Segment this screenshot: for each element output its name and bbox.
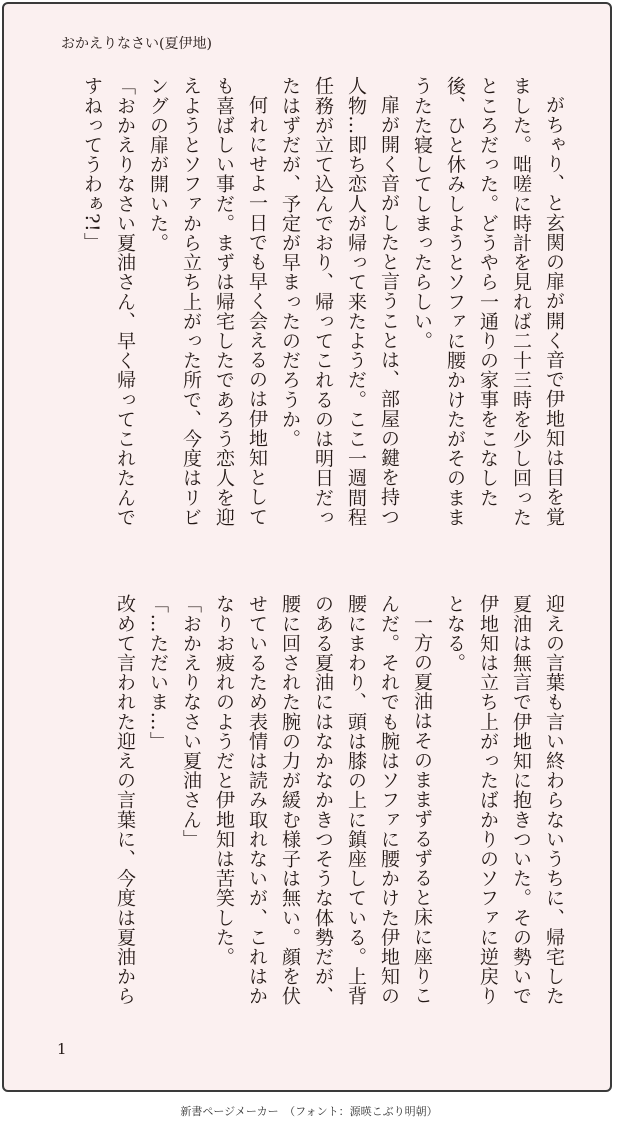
page-title: おかえりなさい(夏伊地) <box>61 36 212 52</box>
lower-text-block <box>90 594 570 1014</box>
paragraph-3: 何れにせよ一日でも早く会えるのは伊地知としても喜ばしい事だ。まずは帰宅したであろう恋人を迎えようとソファから立ち上がった所で、今度はリビングの扉が開いた。 <box>147 76 268 527</box>
dialogue-2: 「おかえりなさい夏油さん」 <box>180 594 202 849</box>
footer-credit: 新書ページメーカー （フォント：源暎こぶり明朝） <box>180 1105 438 1118</box>
upper-text-block <box>81 76 570 531</box>
page-sheet <box>2 2 612 1092</box>
dialogue-1: 「おかえりなさい夏油さん、早く帰ってこれたんですねってうわぁ?!」 <box>81 76 136 527</box>
paragraph-1: がちゃり、と玄関の扉が開く音で伊地知は目を覚ました。咄嗟に時計を見れば二十三時を少し回ったところだった。どうやら一通りの家事をこなした後、ひと休みしようとソファに腰かけたがそのままうたた寝してしまったらしい。 <box>411 76 565 527</box>
paragraph-6: 改めて言われた迎えの言葉に、今度は夏油から <box>114 594 136 1006</box>
paragraph-5: 一方の夏油はそのままずるずると床に座りこんだ。それでも腕はソファに腰かけた伊地知の腰にまわり、頭は膝の上に鎮座している。上背のある夏油にはなかなかきつそうな体勢だが、腰に回された腕の力が緩む様子は無い。顔を伏せているため表情は読み取れないが、これはかなりお疲れのようだと伊地知は苦笑した。 <box>213 594 433 1006</box>
page-number: 1 <box>57 1040 67 1058</box>
paragraph-2: 扉が開く音がしたと言うことは、部屋の鍵を持つ人物…即ち恋人が帰って来たようだ。ここ一週間程任務が立て込んでおり、帰ってこれるのは明日だったはずだが、予定が早まったのだろうか。 <box>279 76 400 527</box>
dialogue-3: 「…ただいま…」 <box>147 594 169 751</box>
paragraph-4: 迎えの言葉も言い終わらないうちに、帰宅した夏油は無言で伊地知に抱きついた。その勢いで伊地知は立ち上がったばかりのソファに逆戻りとなる。 <box>444 594 565 1006</box>
